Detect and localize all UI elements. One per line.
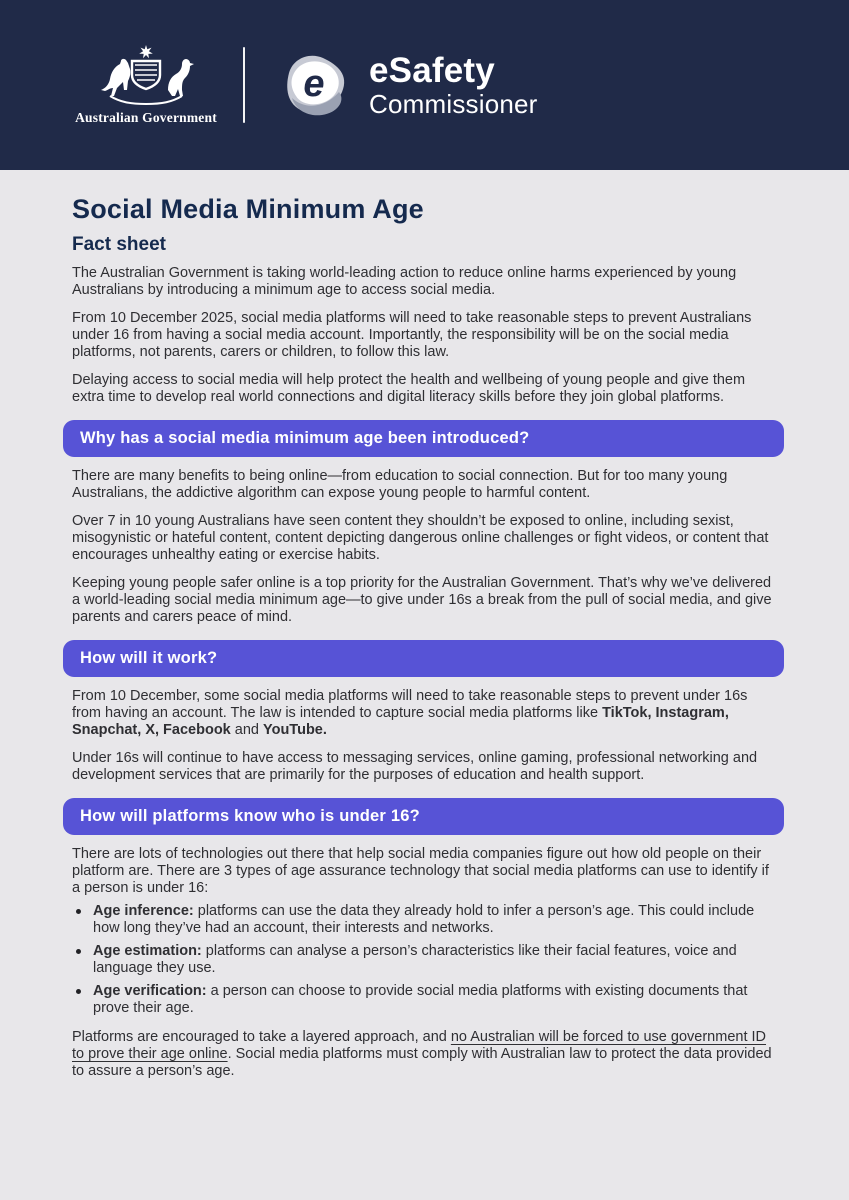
section-paragraph: From 10 December, some social media platforms will need to take reasonable steps to prevent under 16s from having an account. The law is intended to capture social media platforms like TikTok, Instagram, Snapchat, X, Facebook and YouTube. [72,688,748,738]
esafety-logo [277,51,538,119]
esafety-subtitle: Commissioner [369,89,538,119]
esafety-wordmark [369,53,538,117]
page-subtitle: Fact sheet [72,234,166,255]
intro-paragraph: The Australian Government is taking world-leading action to reduce online harms experienced by young Australians by introducing a minimum age to access social media. [72,265,737,298]
section-paragraph: There are many benefits to being online—from education to social connection. But for too many young Australians, the addictive algorithm can expose young people to harmful content. [72,468,728,501]
svg-text:e: e [303,63,325,105]
closing-paragraph: Platforms are encouraged to take a layered approach, and no Australian will be forced to use government ID to prove their age online. Social media platforms must comply with Australian law to protect the data provided to assure a person’s age. [72,1029,772,1079]
section-heading-platforms-under-16: How will platforms know who is under 16? [63,798,784,835]
esafety-mark-icon [277,51,353,119]
section-paragraph: Over 7 in 10 young Australians have seen content they shouldn’t be exposed to online, including sexist, misogynistic or hateful content, content depicting dangerous online challenges or fight videos, or content that encourages unhealthy eating or exercise habits. [72,513,769,563]
header-banner [0,0,849,170]
document-page [0,170,849,1080]
bullet-item-age-inference: Age inference: platforms can use the data they already hold to infer a person’s age. This could include how long they’ve had an account, their interests and networks. [72,903,780,937]
logo-divider [243,47,245,123]
intro-paragraph: From 10 December 2025, social media platforms will need to take reasonable steps to prevent Australians under 16 from having a social media account. Importantly, the responsibility will be on the social media platforms, not parents, carers or children, to follow this law. [72,310,752,360]
bullet-item-age-verification: Age verification: a person can choose to provide social media platforms with existing documents that prove their age. [72,983,780,1017]
section-paragraph: There are lots of technologies out there that help social media companies figure out how old people on their platform are. There are 3 types of age assurance technology that social media platforms can use to identify if a person is under 16: [72,846,769,896]
section-heading-why-introduced: Why has a social media minimum age been introduced? [63,420,784,457]
page-title: Social Media Minimum Age [72,194,424,224]
section-paragraph: Keeping young people safer online is a top priority for the Australian Government. That’s why we’ve delivered a world-leading social media minimum age—to give under 16s a break from the pull of social media, and give parents and carers peace of mind. [72,575,772,625]
section-heading-how-will-it-work: How will it work? [63,640,784,677]
coat-of-arms-icon [90,44,202,106]
age-assurance-bullet-list [72,903,780,1017]
section-paragraph: Under 16s will continue to have access to messaging services, online gaming, professional networking and development services that are primarily for the purposes of education and health support. [72,750,758,783]
bullet-item-age-estimation: Age estimation: platforms can analyse a person’s characteristics like their facial features, voice and language they use. [72,943,780,977]
intro-paragraph: Delaying access to social media will help protect the health and wellbeing of young people and give them extra time to develop real world connections and digital literacy skills before they join global platforms. [72,372,746,405]
australian-government-logo [75,44,217,126]
esafety-title: eSafety [369,51,495,90]
australian-government-label: Australian Government [75,110,217,125]
